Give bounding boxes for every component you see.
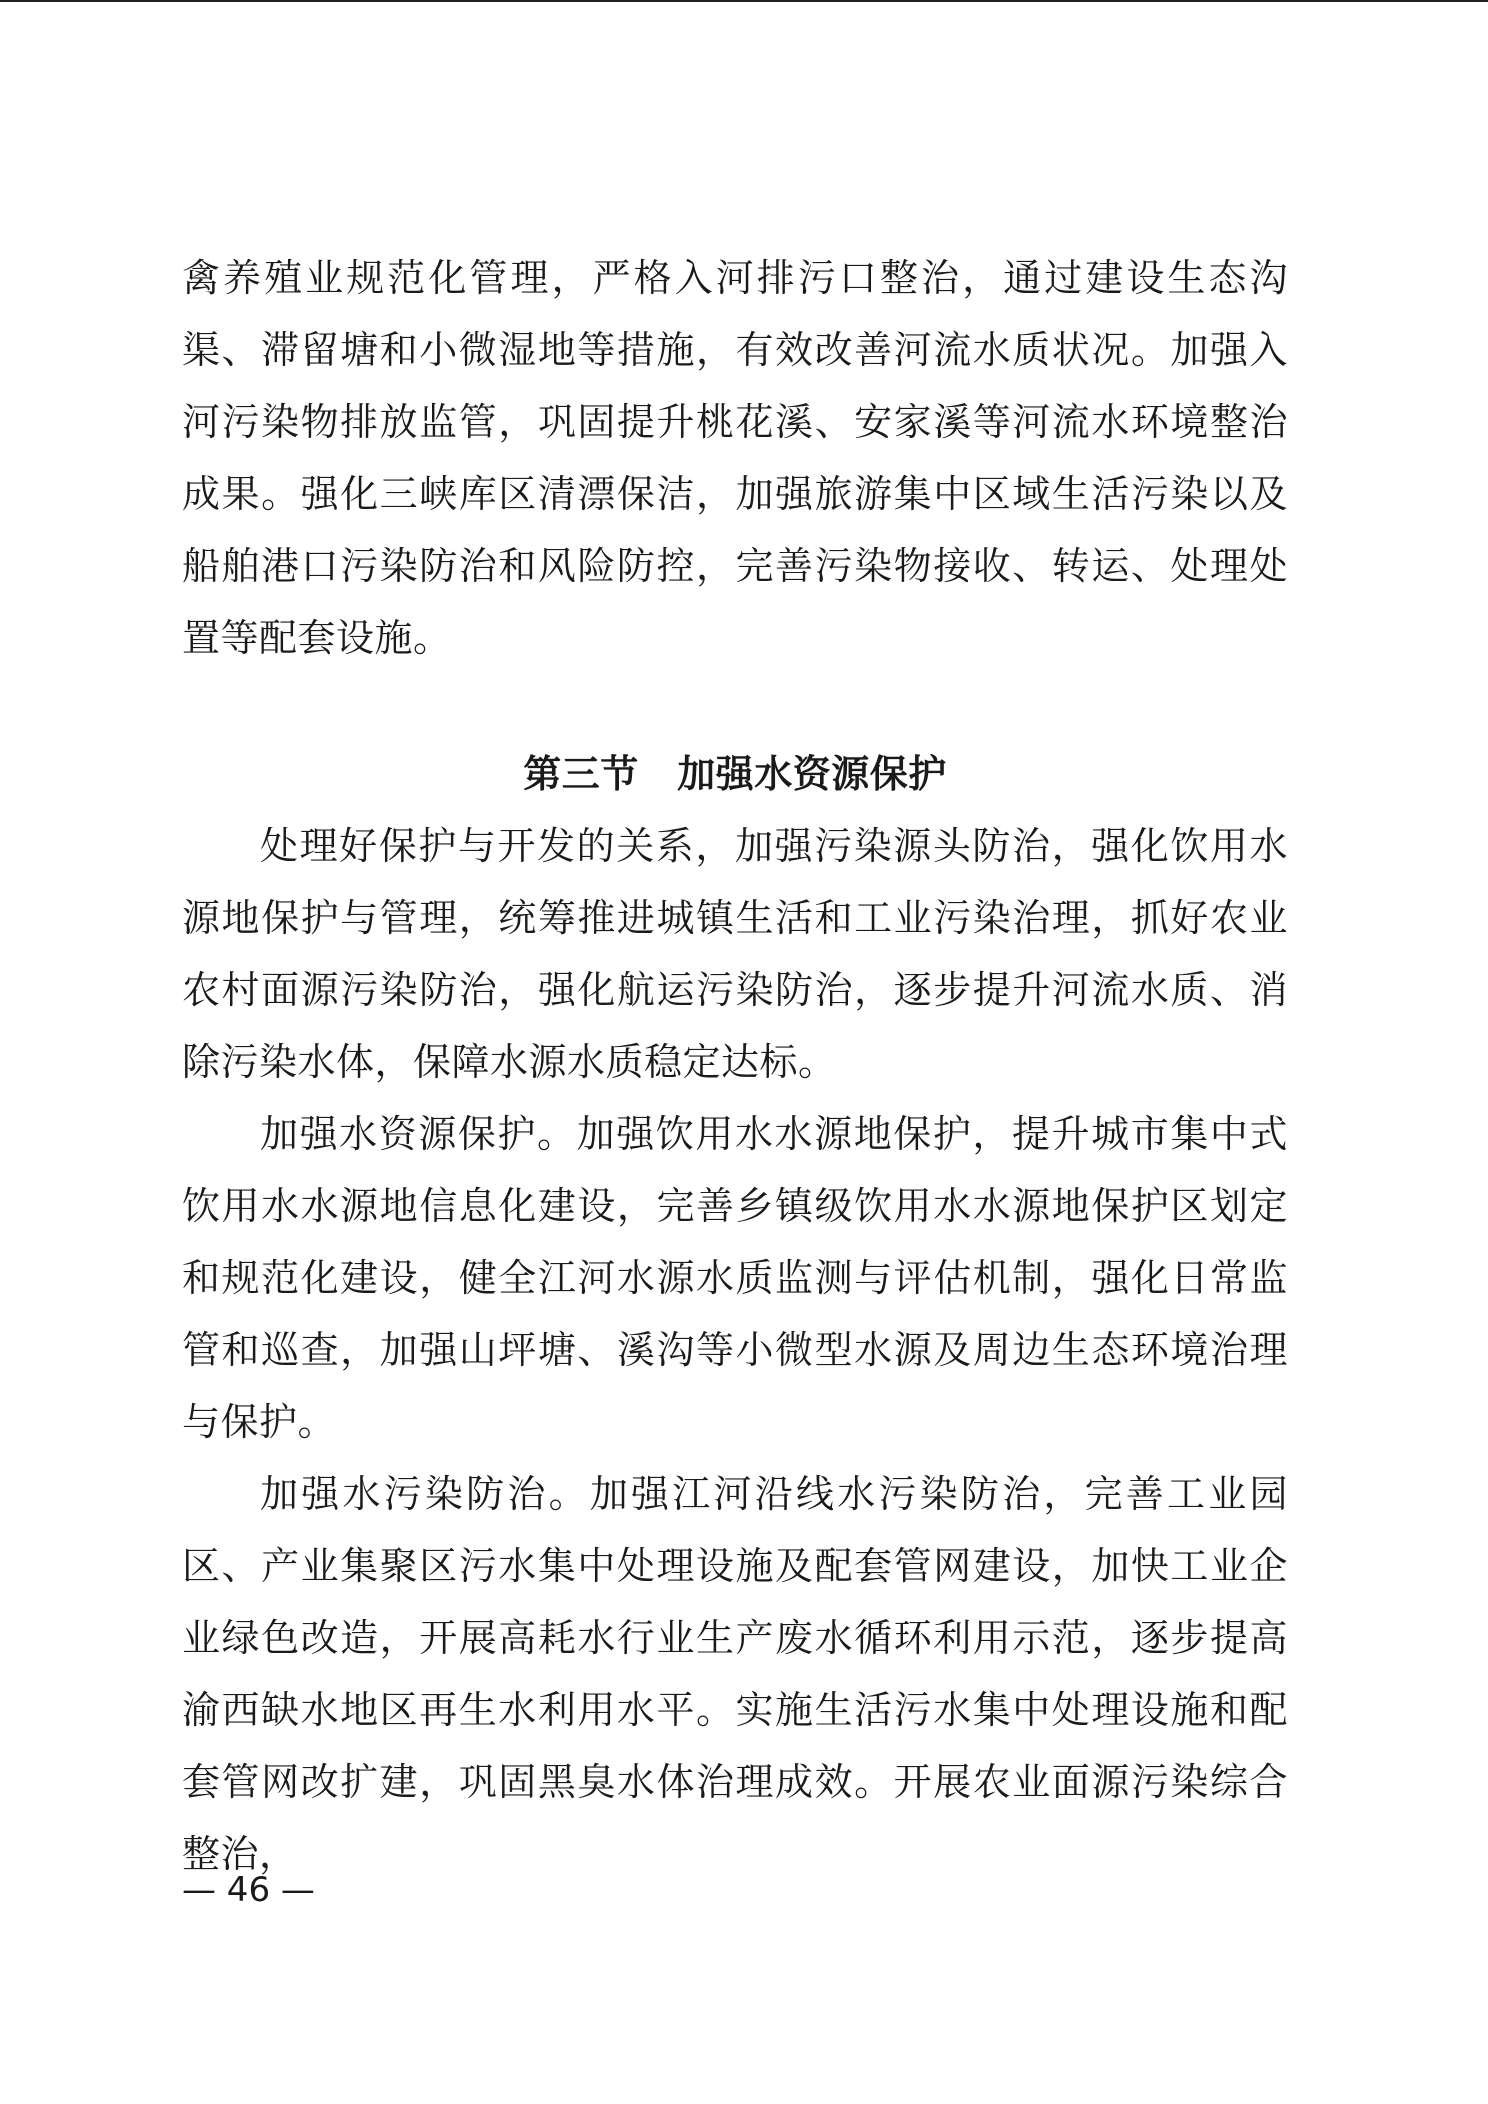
page-top-border [0, 0, 1488, 2]
body-paragraph-2: 加强水资源保护。加强饮用水水源地保护，提升城市集中式饮用水水源地信息化建设，完善乡镇级饮用水水源地保护区划定和规范化建设，健全江河水源水质监测与评估机制，强化日常监管和巡查，加强山坪塘、溪沟等小微型水源及周边生态环境治理与保护。 [182, 1112, 1288, 1444]
document-page-body [182, 242, 1288, 1890]
continuation-paragraph: 禽养殖业规范化管理，严格入河排污口整治，通过建设生态沟渠、滞留塘和小微湿地等措施，有效改善河流水质状况。加强入河污染物排放监管，巩固提升桃花溪、安家溪等河流水环境整治成果。强化三峡库区清漂保洁，加强旅游集中区域生活污染以及船舶港口污染防治和风险防控，完善污染物接收、转运、处理处置等配套设施。 [182, 256, 1288, 660]
section-heading: 第三节 加强水资源保护 [523, 751, 947, 796]
body-paragraph-1: 处理好保护与开发的关系，加强污染源头防治，强化饮用水源地保护与管理，统筹推进城镇生活和工业污染治理，抓好农业农村面源污染防治，强化航运污染防治，逐步提升河流水质、消除污染水体，保障水源水质稳定达标。 [182, 824, 1288, 1084]
body-paragraph-3: 加强水污染防治。加强江河沿线水污染防治，完善工业园区、产业集聚区污水集中处理设施及配套管网建设，加快工业企业绿色改造，开展高耗水行业生产废水循环利用示范，逐步提高渝西缺水地区再生水利用水平。实施生活污水集中处理设施和配套管网改扩建，巩固黑臭水体治理成效。开展农业面源污染综合整治， [182, 1472, 1288, 1876]
page-number: — 46 — [182, 1870, 315, 1910]
